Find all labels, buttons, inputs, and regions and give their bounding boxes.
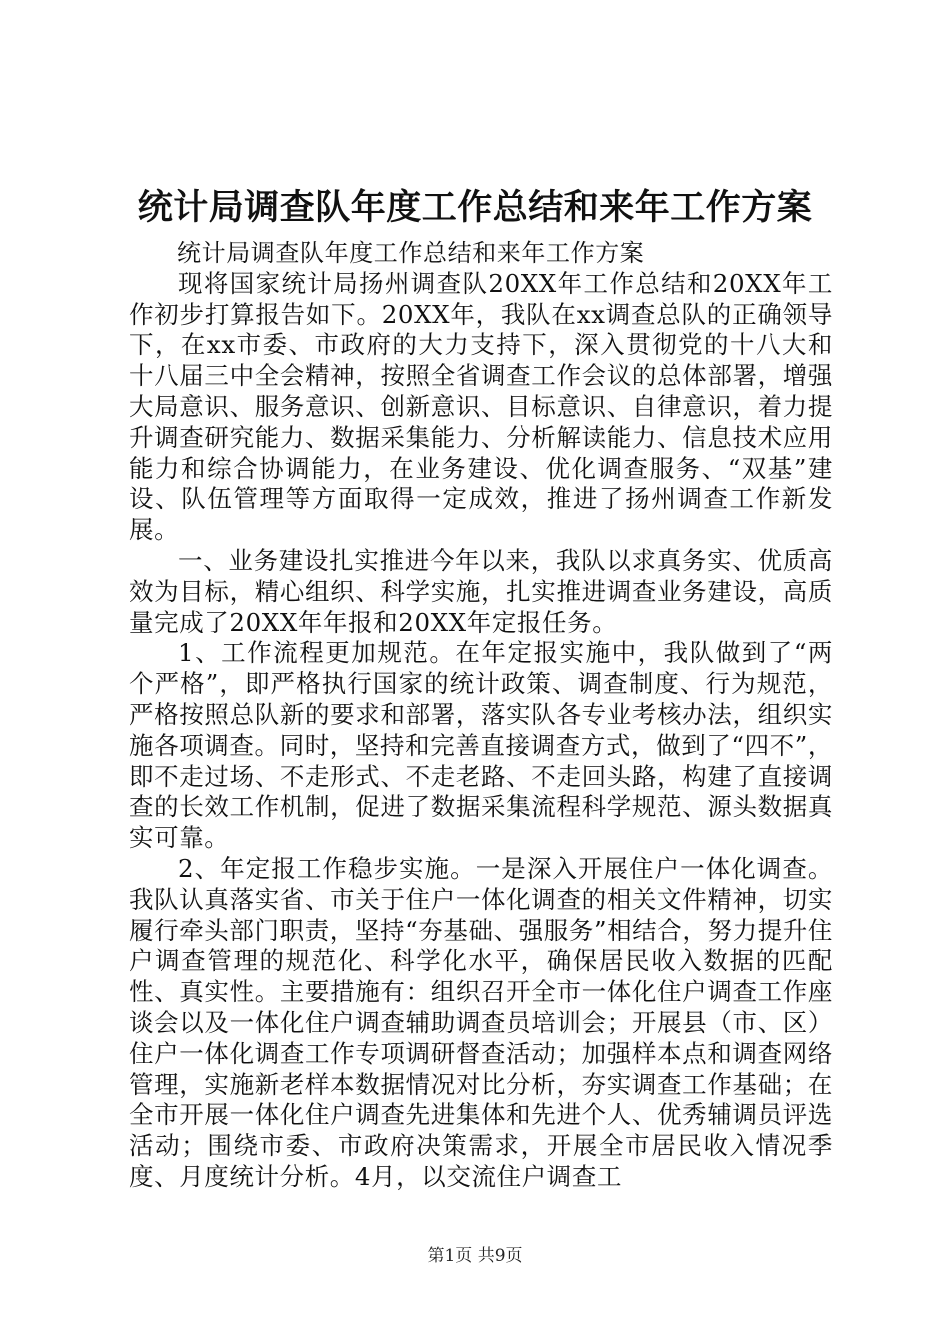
paragraph-item-2: 2、年定报工作稳步实施。一是深入开展住户一体化调查。我队认真落实省、市关于住户一体化调查的相关文件精神，切实履行牵头部门职责，坚持“夯基础、强服务”相结合，努力提升住户调查管理的规范化、科学化水平，确保居民收入数据的匹配性、真实性。主要措施有：组织召开全市一体化住户调查工作座谈会以及一体化住户调查辅助调查员培训会；开展县（市、区）住户一体化调查工作专项调研督查活动；加强样本点和调查网络管理，实施新老样本数据情况对比分析，夯实调查工作基础；在全市开展一体化住户调查先进集体和先进个人、优秀辅调员评选活动；围绕市委、市政府决策需求，开展全市居民收入情况季度、月度统计分析。4月，以交流住户调查工 — [129, 853, 833, 1191]
paragraph-intro: 现将国家统计局扬州调查队20XX年工作总结和20XX年工作初步打算报告如下。20XX年，我队在xx调查总队的正确领导下，在xx市委、市政府的大力支持下，深入贯彻党的十八大和十八届三中全会精神，按照全省调查工作会议的总体部署，增强大局意识、服务意识、创新意识、目标意识、自律意识，着力提升调查研究能力、数据采集能力、分析解读能力、信息技术应用能力和综合协调能力，在业务建设、优化调查服务、“双基”建设、队伍管理等方面取得一定成效，推进了扬州调查工作新发展。 — [129, 268, 833, 545]
paragraph-section-1: 一、业务建设扎实推进今年以来，我队以求真务实、优质高效为目标，精心组织、科学实施，扎实推进调查业务建设，高质量完成了20XX年年报和20XX年定报任务。 — [129, 545, 833, 637]
document-title: 统计局调查队年度工作总结和来年工作方案 — [137, 188, 813, 228]
page-footer: 第1页 共9页 — [427, 1246, 523, 1266]
paragraph-item-1: 1、工作流程更加规范。在年定报实施中，我队做到了“两个严格”，即严格执行国家的统计政策、调查制度、行为规范，严格按照总队新的要求和部署，落实队各专业考核办法，组织实施各项调查。同时，坚持和完善直接调查方式，做到了“四不”，即不走过场、不走形式、不走老路、不走回头路，构建了直接调查的长效工作机制，促进了数据采集流程科学规范、源头数据真实可靠。 — [129, 638, 833, 853]
document-subtitle: 统计局调查队年度工作总结和来年工作方案 — [177, 239, 645, 267]
document-body — [129, 238, 833, 1193]
